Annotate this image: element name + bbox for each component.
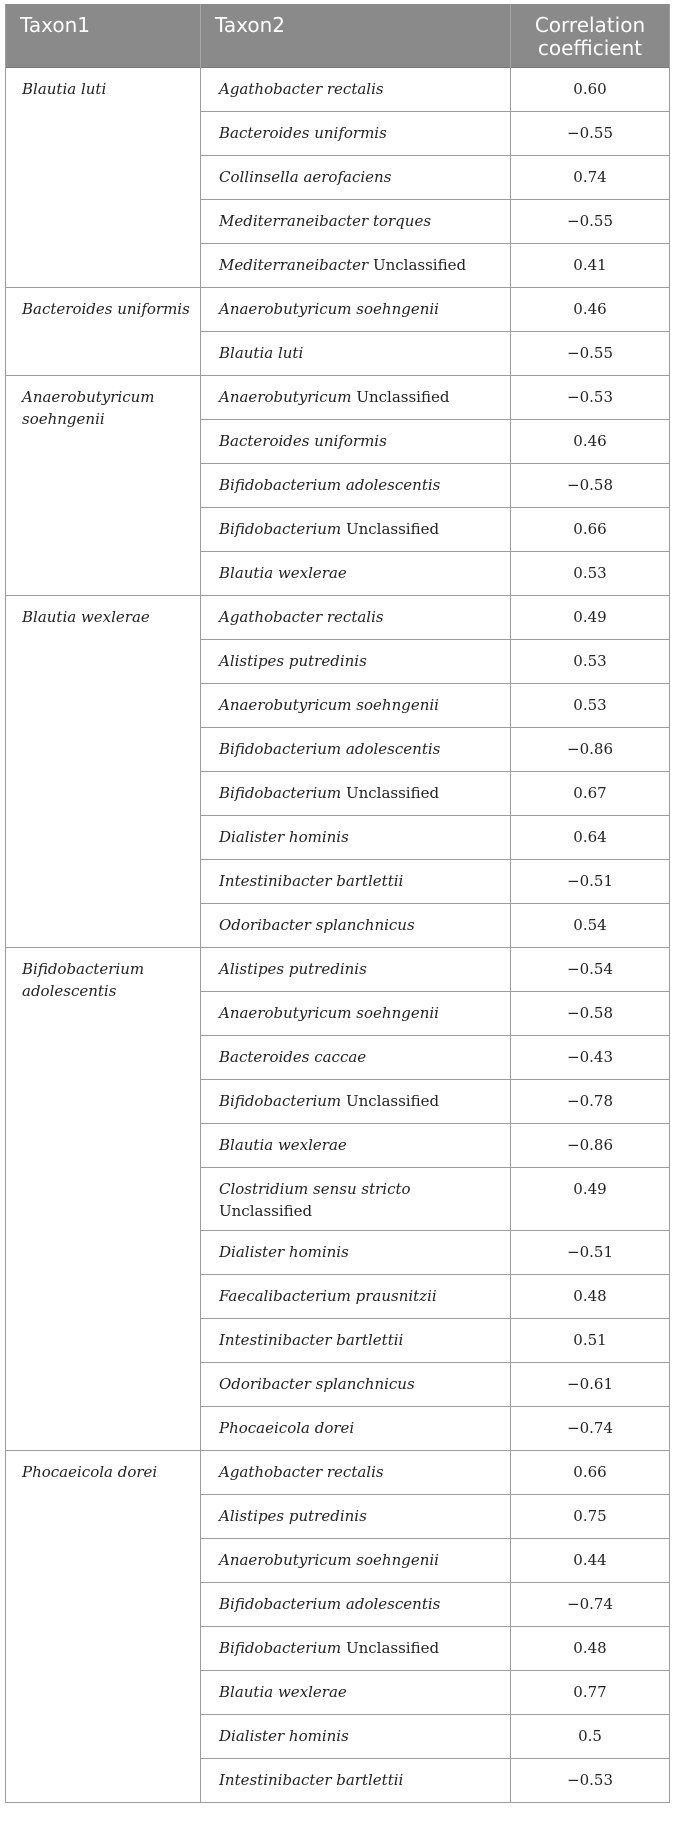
taxon2-species-name: Bifidobacterium adolescentis <box>219 739 441 758</box>
table-row <box>6 1450 670 1494</box>
taxon2-species-name: Bacteroides caccae <box>219 1047 367 1066</box>
taxon2-species-name: Blautia wexlerae <box>219 1135 347 1154</box>
taxon2-species-name: Bacteroides uniformis <box>219 431 387 450</box>
taxon2-cell <box>201 1318 511 1362</box>
taxon2-cell <box>201 331 511 375</box>
correlation-value-cell: 0.48 <box>511 1626 670 1670</box>
taxon2-unclassified-label: Unclassified <box>219 1201 313 1220</box>
correlation-value-cell: −0.78 <box>511 1079 670 1123</box>
taxon2-species-name: Dialister hominis <box>219 827 349 846</box>
taxon2-cell <box>201 815 511 859</box>
correlation-value-cell: −0.53 <box>511 1758 670 1802</box>
correlation-value-cell: −0.55 <box>511 199 670 243</box>
taxon2-cell <box>201 155 511 199</box>
taxon1-cell: Anaerobutyricum soehngenii <box>6 375 201 595</box>
taxon2-cell <box>201 419 511 463</box>
taxon2-species-name: Intestinibacter bartlettii <box>219 1330 404 1349</box>
correlation-value-cell: 0.74 <box>511 155 670 199</box>
taxon1-cell: Blautia wexlerae <box>6 595 201 947</box>
taxon1-cell: Bacteroides uniformis <box>6 287 201 375</box>
correlation-value-cell: 0.41 <box>511 243 670 287</box>
taxon2-cell <box>201 1167 511 1230</box>
correlation-value-cell: −0.53 <box>511 375 670 419</box>
taxon2-cell <box>201 1670 511 1714</box>
taxon2-species-name: Clostridium sensu stricto <box>219 1179 411 1198</box>
header-correlation-line2: coefficient <box>537 36 643 60</box>
correlation-value-cell: −0.86 <box>511 727 670 771</box>
table-row <box>6 287 670 331</box>
table-body <box>6 67 670 1802</box>
taxon2-cell <box>201 1450 511 1494</box>
table-row <box>6 595 670 639</box>
taxon2-species-name: Phocaeicola dorei <box>219 1418 355 1437</box>
correlation-value-cell: 0.64 <box>511 815 670 859</box>
header-taxon1: Taxon1 <box>6 4 201 67</box>
taxon2-cell <box>201 287 511 331</box>
taxon2-cell <box>201 1274 511 1318</box>
correlation-value-cell: 0.67 <box>511 771 670 815</box>
taxon2-cell <box>201 1123 511 1167</box>
taxon2-species-name: Odoribacter splanchnicus <box>219 1374 415 1393</box>
taxon2-cell <box>201 947 511 991</box>
taxon2-species-name: Odoribacter splanchnicus <box>219 915 415 934</box>
taxon2-cell <box>201 375 511 419</box>
taxon2-unclassified-label: Unclassified <box>351 387 450 406</box>
taxon2-species-name: Agathobacter rectalis <box>219 79 384 98</box>
taxon2-cell <box>201 859 511 903</box>
taxon2-cell <box>201 683 511 727</box>
table-row <box>6 947 670 991</box>
correlation-value-cell: 0.75 <box>511 1494 670 1538</box>
correlation-value-cell: −0.54 <box>511 947 670 991</box>
taxon2-cell <box>201 1494 511 1538</box>
taxon2-cell <box>201 1626 511 1670</box>
correlation-value-cell: −0.55 <box>511 111 670 155</box>
table-header <box>6 4 670 67</box>
correlation-value-cell: 0.46 <box>511 419 670 463</box>
correlation-value-cell: 0.49 <box>511 1167 670 1230</box>
correlation-value-cell: −0.74 <box>511 1406 670 1450</box>
taxon2-species-name: Mediterraneibacter <box>219 255 369 274</box>
correlation-value-cell: −0.55 <box>511 331 670 375</box>
taxon1-cell: Blautia luti <box>6 67 201 287</box>
taxon2-species-name: Agathobacter rectalis <box>219 1462 384 1481</box>
correlation-value-cell: 0.54 <box>511 903 670 947</box>
taxon2-unclassified-label: Unclassified <box>341 519 440 538</box>
taxon2-unclassified-label: Unclassified <box>341 1638 440 1657</box>
taxon2-cell <box>201 1758 511 1802</box>
taxon2-species-name: Alistipes putredinis <box>219 959 367 978</box>
taxon2-species-name: Anaerobutyricum <box>219 387 352 406</box>
taxon2-species-name: Bifidobacterium <box>219 1638 342 1657</box>
taxon2-cell <box>201 463 511 507</box>
taxon1-cell: Bifidobacterium adolescentis <box>6 947 201 1450</box>
correlation-value-cell: 0.53 <box>511 683 670 727</box>
taxon2-species-name: Mediterraneibacter torques <box>219 211 432 230</box>
taxon2-species-name: Anaerobutyricum soehngenii <box>219 1550 439 1569</box>
taxon2-cell <box>201 1035 511 1079</box>
taxon2-species-name: Intestinibacter bartlettii <box>219 1770 404 1789</box>
correlation-value-cell: −0.58 <box>511 991 670 1035</box>
taxon2-species-name: Intestinibacter bartlettii <box>219 871 404 890</box>
taxon2-cell <box>201 111 511 155</box>
correlation-value-cell: 0.77 <box>511 1670 670 1714</box>
taxon2-cell <box>201 903 511 947</box>
taxon2-species-name: Bifidobacterium <box>219 1091 342 1110</box>
taxon2-cell <box>201 243 511 287</box>
taxon2-species-name: Agathobacter rectalis <box>219 607 384 626</box>
taxon2-unclassified-label: Unclassified <box>368 255 467 274</box>
correlation-value-cell: −0.58 <box>511 463 670 507</box>
taxon2-species-name: Alistipes putredinis <box>219 1506 367 1525</box>
table-row <box>6 375 670 419</box>
taxon2-species-name: Bacteroides uniformis <box>219 123 387 142</box>
correlation-value-cell: −0.43 <box>511 1035 670 1079</box>
taxon2-cell <box>201 551 511 595</box>
taxon2-cell <box>201 1538 511 1582</box>
taxon2-cell <box>201 1406 511 1450</box>
taxon2-species-name: Bifidobacterium adolescentis <box>219 1594 441 1613</box>
correlation-value-cell: 0.49 <box>511 595 670 639</box>
taxon2-species-name: Blautia wexlerae <box>219 1682 347 1701</box>
taxon2-species-name: Bifidobacterium <box>219 519 342 538</box>
header-taxon2: Taxon2 <box>201 4 511 67</box>
taxon2-cell <box>201 1582 511 1626</box>
correlation-value-cell: −0.51 <box>511 859 670 903</box>
taxon2-cell <box>201 639 511 683</box>
header-correlation-line1: Correlation <box>534 13 646 37</box>
correlation-value-cell: 0.66 <box>511 1450 670 1494</box>
correlation-table-container <box>5 4 669 1803</box>
taxon2-cell <box>201 507 511 551</box>
taxon2-species-name: Bifidobacterium adolescentis <box>219 475 441 494</box>
taxon2-species-name: Bifidobacterium <box>219 783 342 802</box>
correlation-value-cell: 0.51 <box>511 1318 670 1362</box>
taxon2-species-name: Alistipes putredinis <box>219 651 367 670</box>
taxon2-species-name: Collinsella aerofaciens <box>219 167 392 186</box>
taxon1-cell: Phocaeicola dorei <box>6 1450 201 1802</box>
correlation-value-cell: −0.86 <box>511 1123 670 1167</box>
correlation-value-cell: −0.61 <box>511 1362 670 1406</box>
correlation-value-cell: 0.44 <box>511 1538 670 1582</box>
taxon2-cell <box>201 595 511 639</box>
correlation-value-cell: 0.5 <box>511 1714 670 1758</box>
taxon2-unclassified-label: Unclassified <box>341 1091 440 1110</box>
correlation-value-cell: 0.60 <box>511 67 670 111</box>
taxon2-cell <box>201 991 511 1035</box>
correlation-value-cell: −0.74 <box>511 1582 670 1626</box>
taxon2-cell <box>201 199 511 243</box>
taxon2-cell <box>201 1079 511 1123</box>
correlation-value-cell: 0.48 <box>511 1274 670 1318</box>
correlation-value-cell: 0.53 <box>511 551 670 595</box>
taxon2-species-name: Anaerobutyricum soehngenii <box>219 1003 439 1022</box>
header-correlation-coefficient <box>511 4 670 67</box>
taxon2-cell <box>201 1230 511 1274</box>
taxon2-cell <box>201 1714 511 1758</box>
taxon2-species-name: Blautia luti <box>219 343 304 362</box>
taxon2-cell <box>201 67 511 111</box>
taxon2-species-name: Blautia wexlerae <box>219 563 347 582</box>
taxon2-species-name: Anaerobutyricum soehngenii <box>219 299 439 318</box>
taxon2-cell <box>201 771 511 815</box>
taxon2-species-name: Anaerobutyricum soehngenii <box>219 695 439 714</box>
correlation-value-cell: 0.53 <box>511 639 670 683</box>
taxon2-species-name: Dialister hominis <box>219 1726 349 1745</box>
correlation-value-cell: 0.66 <box>511 507 670 551</box>
taxon2-unclassified-label: Unclassified <box>341 783 440 802</box>
taxon2-species-name: Faecalibacterium prausnitzii <box>219 1286 437 1305</box>
taxon2-cell <box>201 1362 511 1406</box>
correlation-value-cell: 0.46 <box>511 287 670 331</box>
taxon2-species-name: Dialister hominis <box>219 1242 349 1261</box>
correlation-value-cell: −0.51 <box>511 1230 670 1274</box>
table-row <box>6 67 670 111</box>
correlation-table <box>5 4 670 1803</box>
taxon2-cell <box>201 727 511 771</box>
